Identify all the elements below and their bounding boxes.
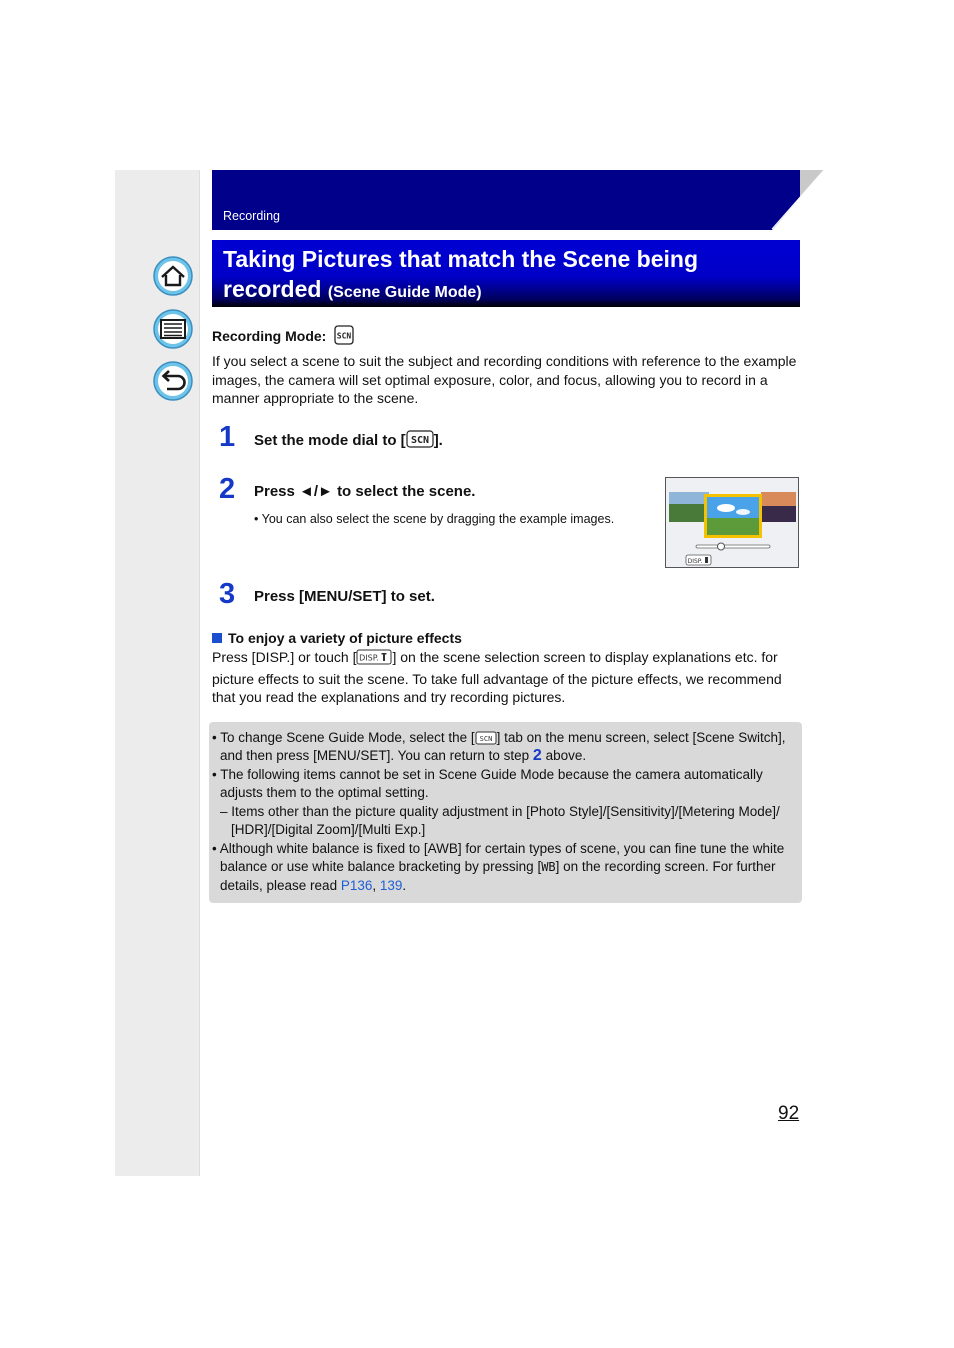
step-2-number: 2 <box>219 473 236 505</box>
page-title-sub: (Scene Guide Mode) <box>327 284 482 301</box>
section-label: Recording <box>223 209 280 223</box>
scn-badge-text: SCN <box>337 331 352 341</box>
step-3-text: Press [MENU/SET] to set. <box>254 588 435 605</box>
page-title-banner <box>212 240 800 307</box>
page-title <box>223 244 793 307</box>
square-bullet-icon <box>212 633 222 643</box>
note-1b-post: above. <box>541 748 587 763</box>
link-139[interactable]: 139 <box>379 878 403 893</box>
step-2-text: Press ◄/► to select the scene. <box>254 483 476 500</box>
disp-touch-icon <box>356 649 392 670</box>
menu-list-icon[interactable] <box>152 309 194 349</box>
step-reference: 2 <box>532 747 542 764</box>
recording-mode <box>212 325 354 348</box>
note-scene-switch-cont <box>220 747 586 765</box>
effects-text-post: ] on the scene selection screen to display explanations etc. for picture effects to suit the scene. To take full advantage of the picture effects, we recommend that you read the explanations and try recording pictures. <box>212 649 782 705</box>
note-items-list-cont: [HDR]/[Digital Zoom]/[Multi Exp.] <box>231 822 426 837</box>
step-1-text <box>254 430 443 452</box>
note-1b-pre: and then press [MENU/SET]. You can return to step <box>220 748 533 763</box>
page-title-main: Taking Pictures that match the Scene being recorded <box>223 246 699 302</box>
scn-dial-icon <box>406 430 434 452</box>
step-1-number: 1 <box>219 421 236 453</box>
effects-heading-text: To enjoy a variety of picture effects <box>228 630 462 646</box>
step-1-text-post: ]. <box>433 432 443 449</box>
note-white-balance-cont <box>220 858 776 876</box>
link-separator: , <box>372 878 380 893</box>
wb-icon: WB <box>541 860 556 874</box>
recording-mode-label: Recording Mode: <box>212 328 327 344</box>
preview-disp-label: DISP. <box>687 558 703 565</box>
header-corner-decoration <box>760 170 826 232</box>
note-1a-post: ] tab on the menu screen, select [Scene Switch], <box>496 730 786 745</box>
note-auto-items-cont: adjusts them to the optimal setting. <box>220 785 429 800</box>
svg-text:DISP.: DISP. <box>359 653 380 663</box>
note-4c-pre: details, please read <box>220 878 341 893</box>
note-4b-post: ] on the recording screen. For further <box>555 859 776 874</box>
section-header-bar <box>212 170 800 230</box>
note-items-list: – Items other than the picture quality adjustment in [Photo Style]/[Sensitivity]/[Metering Mode]/ <box>220 804 780 819</box>
effects-text-pre: Press [DISP.] or touch [ <box>212 649 357 665</box>
svg-text:SCN: SCN <box>410 435 429 446</box>
svg-text:SCN: SCN <box>479 735 492 743</box>
note-white-balance: • Although white balance is fixed to [AWB] for certain types of scene, you can fine tune the white <box>212 841 785 856</box>
return-icon[interactable] <box>152 361 194 401</box>
page-number: 92 <box>778 1103 800 1124</box>
note-4b-pre: balance or use white balance bracketing by pressing [ <box>220 859 542 874</box>
step-2-note: • You can also select the scene by dragging the example images. <box>254 512 615 526</box>
scn-mode-icon <box>334 325 354 348</box>
link-p136[interactable]: P136 <box>340 878 373 893</box>
home-icon[interactable] <box>152 256 194 296</box>
note-white-balance-ref <box>220 877 406 895</box>
intro-paragraph: If you select a scene to suit the subject and recording conditions with reference to the example images, the camera will set optimal exposure, color, and focus, allowing you to record in a manner appropriate to the scene. <box>212 353 797 406</box>
effects-heading <box>212 630 462 646</box>
scene-selection-preview <box>665 477 799 568</box>
step-1-text-pre: Set the mode dial to [ <box>254 432 406 449</box>
note-4c-end: . <box>402 878 407 893</box>
step-3-number: 3 <box>219 578 236 610</box>
note-1a-pre: • To change Scene Guide Mode, select the [ <box>212 730 475 745</box>
effects-paragraph <box>212 648 797 707</box>
note-auto-items: • The following items cannot be set in Scene Guide Mode because the camera automatically <box>212 767 763 782</box>
